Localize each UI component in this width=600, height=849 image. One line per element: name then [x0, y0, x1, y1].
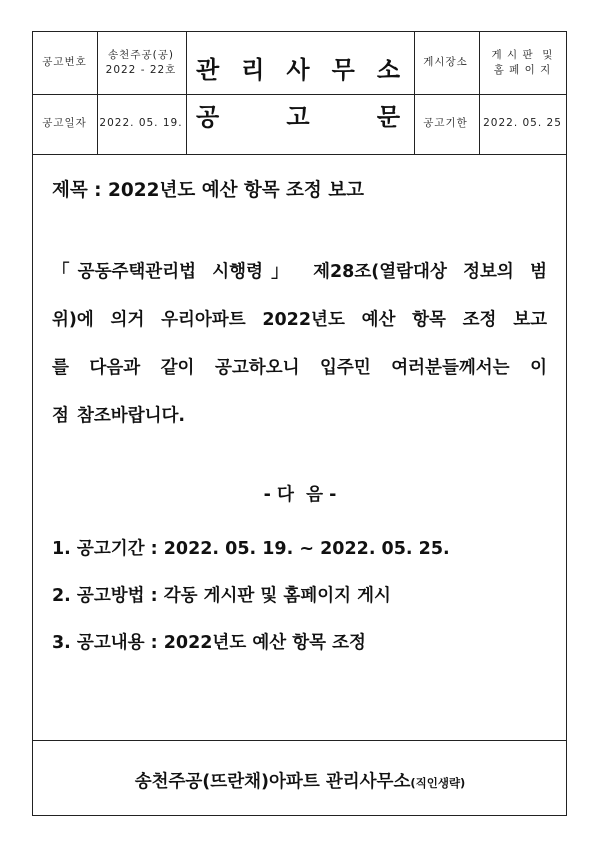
paragraph-line: 를 다음과 같이 공고하오니 입주민 여러분들께서는 이	[52, 358, 547, 378]
period-value: 2022. 05. 25	[483, 116, 562, 129]
list-item: 2. 공고방법 : 각동 게시판 및 홈페이지 게시	[52, 586, 391, 606]
title-char: 소	[376, 56, 400, 84]
notice-no-value	[97, 32, 185, 93]
header-bottom-divider	[33, 154, 566, 155]
post-place-value	[479, 32, 566, 93]
title-cell-mask	[187, 91, 413, 94]
title-char: 사	[286, 56, 310, 84]
paragraph-line: 「공동주택관리법 시행령」 제28조(열람대상 정보의 범	[52, 262, 547, 282]
post-place-value-line2: 홈 페 이 지	[493, 63, 552, 76]
notice-no-value-line1: 송천주공(공)	[108, 49, 174, 62]
title-char: 공	[196, 103, 220, 131]
notice-date-value: 2022. 05. 19.	[99, 116, 183, 129]
office-name: 송천주공(뜨란채)아파트 관리사무소	[134, 772, 411, 792]
title-char: 리	[241, 56, 265, 84]
title-char: 관	[196, 56, 220, 84]
notice-subject: 제목 : 2022년도 예산 항목 조정 보고	[52, 180, 364, 201]
notice-no-value-line2: 2022 - 22호	[105, 63, 177, 76]
paragraph-line: 위)에 의거 우리아파트 2022년도 예산 항목 조정 보고	[52, 310, 547, 330]
title-char: 고	[286, 103, 310, 131]
list-item: 1. 공고기간 : 2022. 05. 19. ~ 2022. 05. 25.	[52, 539, 450, 559]
footer-divider	[33, 740, 566, 741]
post-place-label: 게시장소	[423, 56, 468, 69]
footer-office	[0, 768, 600, 793]
seal-note: (직인생략)	[410, 776, 466, 790]
post-place-value-line1: 게 시 판 및	[491, 49, 554, 62]
period-label: 공고기한	[423, 116, 468, 129]
notice-no-label: 공고번호	[42, 56, 87, 69]
list-item: 3. 공고내용 : 2022년도 예산 항목 조정	[52, 633, 366, 653]
title-char: 문	[376, 103, 400, 131]
title-line-1	[196, 50, 400, 85]
title-char: 무	[331, 56, 355, 84]
paragraph-line: 점 참조바랍니다.	[52, 406, 186, 426]
title-line-2	[196, 97, 400, 132]
separator-heading: - 다 음 -	[263, 485, 337, 505]
notice-date-label: 공고일자	[42, 116, 87, 129]
